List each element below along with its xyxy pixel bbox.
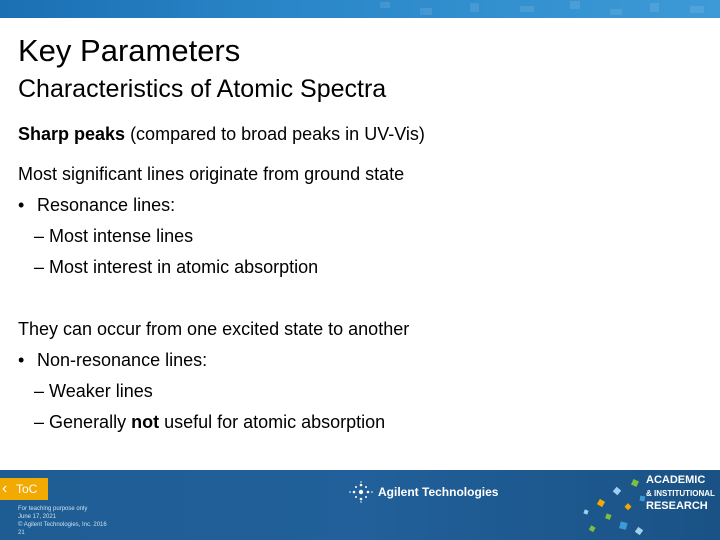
toc-label: ToC bbox=[16, 482, 38, 496]
sub-bullet-text: Weaker lines bbox=[49, 381, 153, 401]
sub-bullet-most-interest bbox=[34, 256, 318, 278]
sub-bullet-text: Most intense lines bbox=[49, 226, 194, 246]
sub-bullet-pre: Generally bbox=[49, 412, 132, 432]
top-band-pattern bbox=[0, 0, 720, 18]
agilent-spark-icon bbox=[348, 481, 374, 503]
bullet-resonance-lines: Resonance lines: bbox=[37, 195, 176, 215]
chevron-left-icon: ‹ bbox=[2, 480, 8, 497]
dash-marker: – bbox=[34, 412, 45, 432]
bullet-marker: • bbox=[18, 195, 25, 215]
sub-bullet-text: Most interest in atomic absorption bbox=[49, 257, 319, 277]
sharp-peaks-bold: Sharp peaks bbox=[18, 124, 126, 144]
toc-button[interactable] bbox=[0, 478, 48, 500]
agilent-logo bbox=[344, 481, 499, 503]
slide-title: Key Parameters bbox=[18, 33, 241, 68]
top-band bbox=[0, 0, 720, 18]
footer-teaching-note: For teaching purpose only bbox=[18, 506, 88, 512]
sub-bullet-bold: not bbox=[131, 412, 160, 432]
footer-date: June 17, 2021 bbox=[18, 514, 57, 520]
bullet-non-resonance-lines: Non-resonance lines: bbox=[37, 350, 208, 370]
agilent-brand-name: Agilent Technologies bbox=[378, 485, 499, 499]
academic-line-2: & INSTITUTIONAL bbox=[646, 489, 715, 498]
dash-marker: – bbox=[34, 381, 45, 401]
academic-line-3: RESEARCH bbox=[646, 500, 708, 512]
paragraph-ground-state: Most significant lines originate from ground state bbox=[18, 164, 405, 184]
sub-bullet-not-useful bbox=[34, 411, 385, 433]
paragraph-sharp-peaks bbox=[18, 123, 425, 145]
sharp-peaks-rest: (compared to broad peaks in UV-Vis) bbox=[125, 124, 425, 144]
sub-bullet-post: useful for atomic absorption bbox=[159, 412, 386, 432]
academic-research-logo bbox=[646, 474, 715, 513]
academic-line-1: ACADEMIC bbox=[646, 474, 706, 486]
bullet-marker: • bbox=[18, 350, 25, 370]
dash-marker: – bbox=[34, 226, 45, 246]
dash-marker: – bbox=[34, 257, 45, 277]
sub-bullet-most-intense bbox=[34, 225, 193, 247]
footer-copyright: © Agilent Technologies, Inc. 2016 bbox=[18, 522, 107, 528]
paragraph-excited-state: They can occur from one excited state to another bbox=[18, 319, 410, 339]
sub-bullet-weaker-lines bbox=[34, 380, 153, 402]
slide-subtitle: Characteristics of Atomic Spectra bbox=[18, 75, 387, 103]
footer-page-number: 21 bbox=[18, 530, 25, 536]
